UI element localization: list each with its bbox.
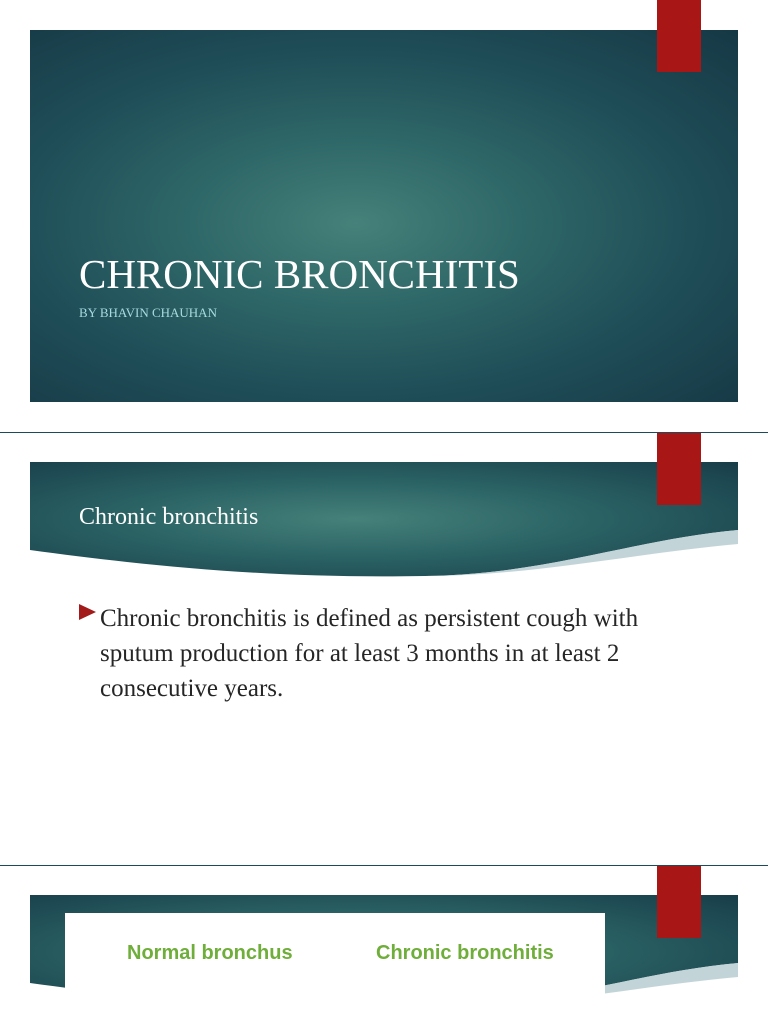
presentation-title: CHRONIC BRONCHITIS	[79, 251, 520, 297]
presentation-author: BY BHAVIN CHAUHAN	[79, 305, 217, 320]
definition-slide	[0, 433, 768, 865]
image-label-normal: Normal bronchus	[127, 942, 293, 964]
bullet-item	[79, 601, 639, 706]
title-slide	[0, 0, 768, 432]
ribbon-bookmark	[657, 433, 701, 505]
image-label-chronic: Chronic bronchitis	[376, 942, 554, 964]
ribbon-bookmark	[657, 866, 701, 938]
image-panel	[65, 913, 605, 1024]
bullet-text: Chronic bronchitis is defined as persistent cough with sputum production for at least 3 months in at least 2 consecutive years.	[100, 605, 639, 702]
ribbon-bookmark	[657, 0, 701, 72]
bullet-arrow-icon	[79, 604, 96, 620]
title-banner	[30, 30, 738, 402]
comparison-slide	[0, 866, 768, 1024]
slide-heading: Chronic bronchitis	[79, 504, 259, 530]
